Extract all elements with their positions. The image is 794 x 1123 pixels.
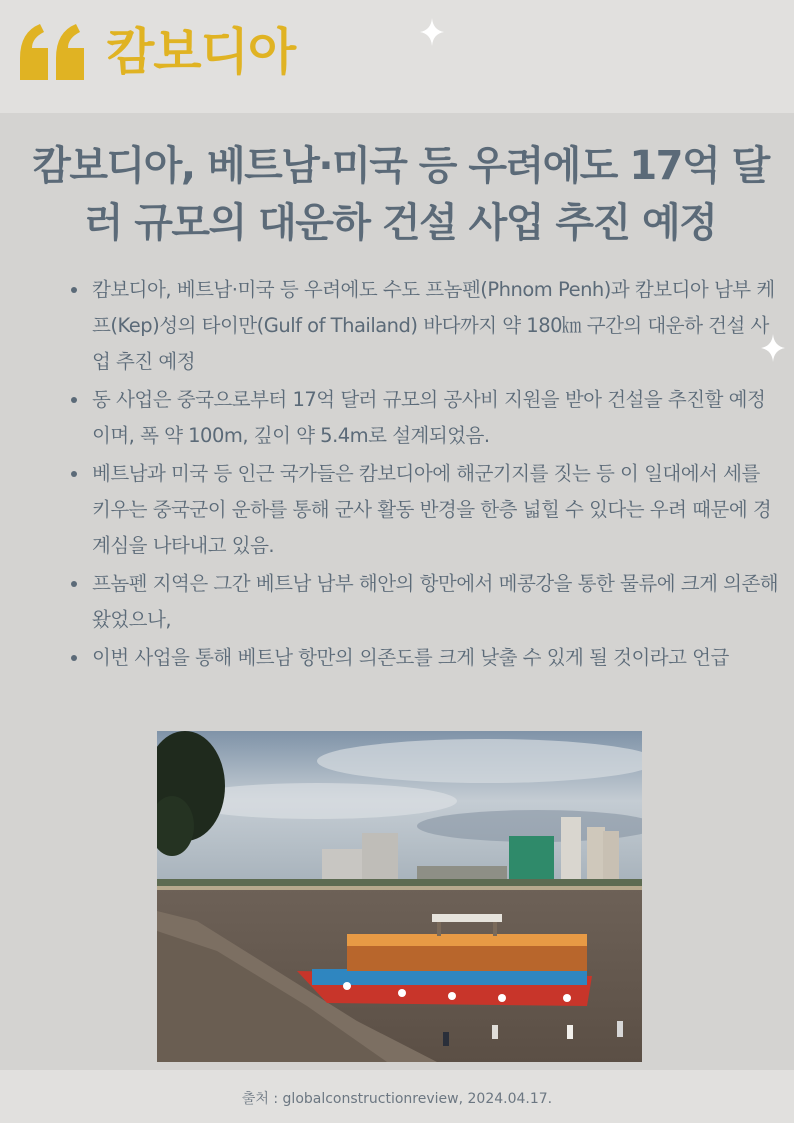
quote-mark-icon [18, 10, 86, 88]
bullet-item: • 이번 사업을 통해 베트남 항만의 의존도를 크게 낮출 수 있게 될 것이라고 언급 [90, 640, 780, 676]
bullet-item: • 베트남과 미국 등 인근 국가들은 캄보디아에 해군기지를 짓는 등 이 일대에서 세를 키우는 중국군이 운하를 통해 군사 활동 반경을 한층 넓힐 수 있다는 우려 때문에 경계심을 나타내고 있음. [90, 456, 780, 564]
sparkle-icon [420, 18, 444, 46]
header-bar [0, 0, 794, 113]
source-caption: 출처 : globalconstructionreview, 2024.04.17. [241, 1091, 553, 1107]
header-title: 캄보디아 [106, 23, 296, 81]
bullet-item: • 프놈펜 지역은 그간 베트남 남부 해안의 항만에서 메콩강을 통한 물류에 크게 의존해 왔었으나, [90, 566, 780, 638]
bullet-item: • 캄보디아, 베트남·미국 등 우려에도 수도 프놈펜(Phnom Penh)과 캄보디아 남부 케프(Kep)성의 타이만(Gulf of Thailand) 바다까지 약 180㎞ 구간의 대운하 건설 사업 추진 예정 [90, 272, 780, 380]
headline: 캄보디아, 베트남·미국 등 우려에도 17억 달러 규모의 대운하 건설 사업 추진 예정 [32, 143, 769, 246]
bullet-list [60, 272, 780, 678]
bullet-item: • 동 사업은 중국으로부터 17억 달러 규모의 공사비 지원을 받아 건설을 추진할 예정이며, 폭 약 100m, 깊이 약 5.4m로 설계되었음. [90, 382, 780, 454]
boat-photo [157, 731, 642, 1062]
